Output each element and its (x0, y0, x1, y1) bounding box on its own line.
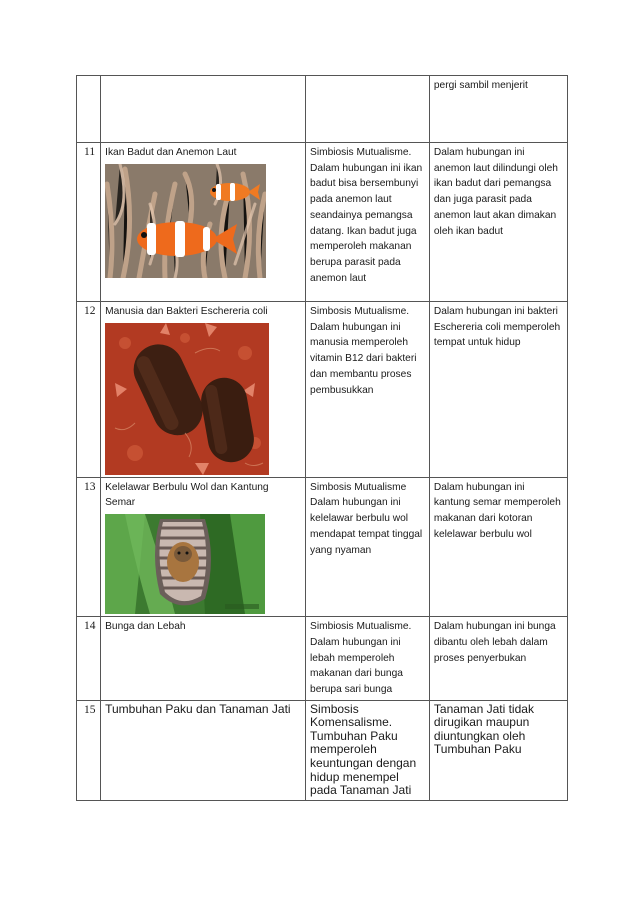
table-row (77, 700, 568, 800)
symbiosis-table (76, 75, 568, 801)
bat-pitcher-plant-photo (105, 514, 265, 614)
organism-pair: Manusia dan Bakteri Eschereria coli (105, 306, 268, 317)
symbiosis-type: Simbosis Mutualisme. Dalam hubungan ini manusia memperoleh vitamin B12 dari bakteri dan membantu proses pembusukkan (306, 302, 430, 478)
row-number: 12 (77, 302, 101, 478)
organism-pair: Tumbuhan Paku dan Tanaman Jati (101, 700, 306, 800)
row-number: 13 (77, 477, 101, 616)
relationship-desc: Dalam hubungan ini kantung semar memperoleh makanan dari kotoran kelelawar berbulu wol (429, 477, 567, 616)
organism-pair: Kelelawar Berbulu Wol dan Kantung Semar (105, 481, 269, 509)
symbiosis-type: Simbosis Komensalisme. Tumbuhan Paku memperoleh keuntungan dengan hidup menempel pada Tanaman Jati (306, 700, 430, 800)
relationship-desc: Dalam hubungan ini bunga dibantu oleh lebah dalam proses penyerbukan (429, 617, 567, 701)
row-number: 15 (77, 700, 101, 800)
relationship-desc: Tanaman Jati tidak dirugikan maupun diuntungkan oleh Tumbuhan Paku (429, 700, 567, 800)
clownfish-anemone-photo (105, 164, 266, 278)
table-row (77, 76, 568, 143)
organism-pair: Ikan Badut dan Anemon Laut (105, 147, 237, 158)
symbiosis-type: Simbiosis Mutualisme. Dalam hubungan ini lebah memperoleh makanan dari bunga berupa sari bunga (306, 617, 430, 701)
row-number (77, 76, 101, 143)
row-number: 11 (77, 143, 101, 302)
symbiosis-type: Simbiosis Mutualisme. Dalam hubungan ini ikan badut bisa bersembunyi pada anemon laut seandainya pemangsa datang. Ikan badut juga memperoleh makanan berupa parasit pada anemon laut (306, 143, 430, 302)
table-row (77, 477, 568, 616)
relationship-desc: Dalam hubungan ini anemon laut dilindungi oleh ikan badut dari pemangsa dan juga parasit pada anemon laut akan dimakan oleh ikan badut (429, 143, 567, 302)
relationship-desc: pergi sambil menjerit (429, 76, 567, 143)
row-number: 14 (77, 617, 101, 701)
table-row (77, 302, 568, 478)
table-row (77, 143, 568, 302)
organism-pair (101, 76, 306, 143)
symbiosis-type (306, 76, 430, 143)
relationship-desc: Dalam hubungan ini bakteri Eschereria coli memperoleh tempat untuk hidup (429, 302, 567, 478)
e-coli-bacteria-photo (105, 323, 269, 475)
table-row (77, 617, 568, 701)
organism-pair: Bunga dan Lebah (101, 617, 306, 701)
symbiosis-type: Simbosis Mutualisme Dalam hubungan ini kelelawar berbulu wol mendapat tempat tinggal yang nyaman (306, 477, 430, 616)
